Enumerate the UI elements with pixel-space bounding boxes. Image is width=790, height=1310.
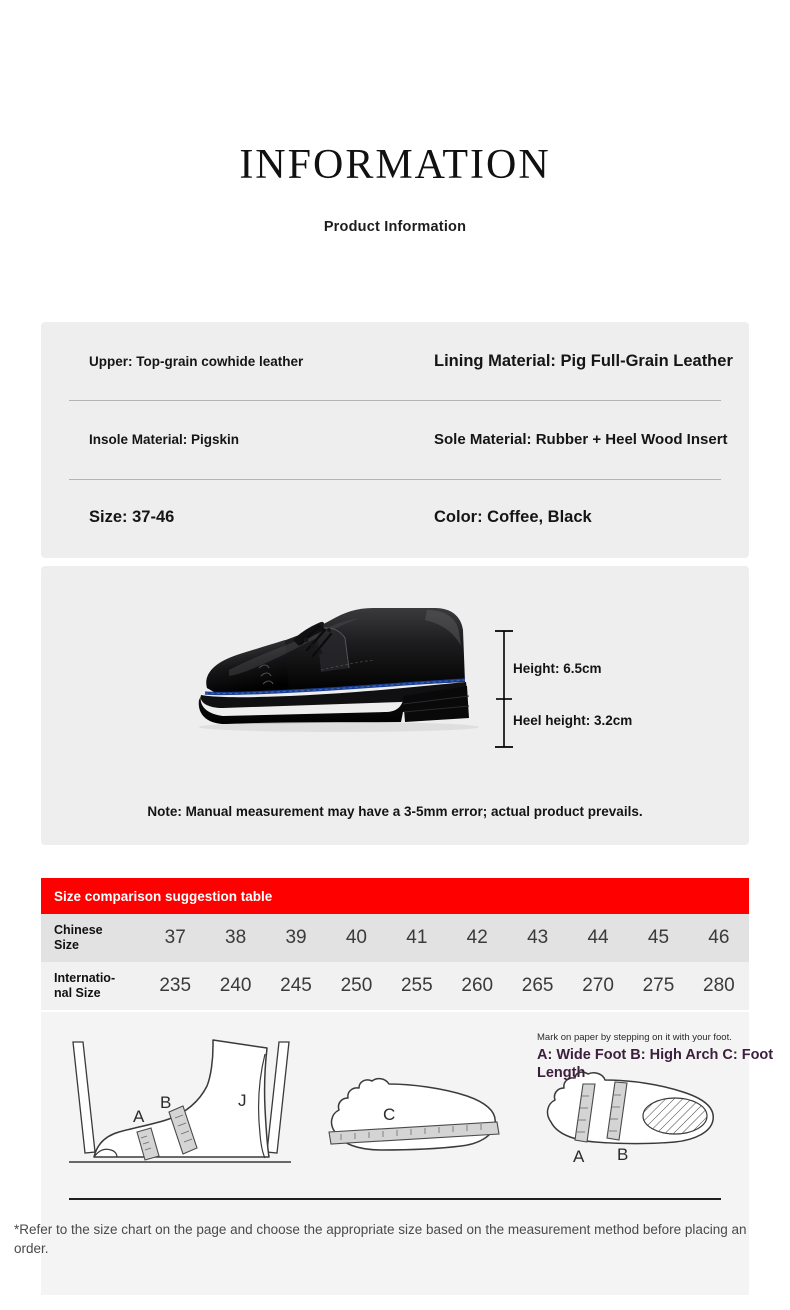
spec-sole-material: Sole Material: Rubber + Heel Wood Insert (434, 430, 728, 448)
spec-row (41, 322, 749, 400)
size-table-title: Size comparison suggestion table (54, 888, 273, 904)
row-label-international-size: Internatio- nal Size (54, 971, 116, 1000)
spec-row (41, 478, 749, 556)
table-cell: 270 (582, 975, 614, 996)
shoe-stage (41, 566, 749, 781)
label-a: A (133, 1107, 145, 1126)
spec-colors: Color: Coffee, Black (434, 507, 592, 526)
table-cell: 46 (708, 927, 730, 948)
table-cell: 37 (164, 927, 186, 948)
spec-insole-material: Insole Material: Pigskin (89, 431, 240, 447)
table-cell: 250 (340, 975, 373, 996)
table-cell: 38 (225, 927, 247, 948)
specifications-panel (41, 322, 749, 558)
shoe-photo (189, 596, 489, 741)
table-row (41, 962, 749, 1010)
table-cell: 280 (703, 975, 735, 996)
measure-instruction: Mark on paper by stepping on it with your foot. (537, 1032, 732, 1043)
table-cell: 44 (587, 927, 609, 948)
table-cell: 240 (219, 975, 252, 996)
label-c: C (383, 1105, 396, 1124)
table-cell: 40 (345, 927, 367, 948)
table-cell: 265 (521, 975, 554, 996)
footer-divider (69, 1198, 721, 1200)
heel-height-label: Heel height: 3.2cm (513, 713, 633, 728)
footer-note: *Refer to the size chart on the page and choose the appropriate size based on the measurement method before placing an order. (14, 1222, 747, 1257)
international-size-cells (145, 975, 749, 997)
table-row (41, 914, 749, 962)
foot-width-diagram (533, 1070, 729, 1170)
foot-length-diagram (315, 1070, 511, 1166)
label-a: A (573, 1147, 585, 1166)
row-label-chinese-size: Chinese Size (54, 923, 103, 952)
shoe-measurement-panel (41, 566, 749, 845)
diagram-row (41, 1012, 774, 1182)
table-cell: 275 (642, 975, 675, 996)
spec-upper-material: Upper: Top-grain cowhide leather (89, 353, 304, 369)
table-cell: 41 (406, 927, 428, 948)
foot-side-view-diagram (61, 1024, 299, 1172)
measurement-note: Note: Manual measurement may have a 3-5mm error; actual product prevails. (147, 804, 643, 819)
page-header (0, 0, 790, 235)
table-cell: 45 (647, 927, 670, 948)
label-j: J (238, 1091, 247, 1110)
table-cell: 245 (280, 975, 312, 996)
table-cell: 235 (159, 975, 192, 996)
table-cell: 43 (527, 927, 549, 948)
spec-row (41, 400, 749, 478)
spec-lining-material: Lining Material: Pig Full-Grain Leather (434, 351, 733, 370)
table-cell: 42 (466, 927, 488, 948)
table-cell: 255 (400, 975, 433, 996)
measure-legend (537, 1032, 783, 1083)
size-chart-table (41, 878, 749, 1010)
spec-size-range: Size: 37-46 (89, 507, 175, 526)
height-measure-bracket (493, 628, 515, 750)
table-cell: 39 (285, 927, 307, 948)
measure-legend-text: A: Wide Foot B: High Arch C: Foot Length (537, 1047, 774, 1082)
page-title: INFORMATION (239, 142, 551, 188)
label-b: B (160, 1093, 172, 1112)
label-b: B (617, 1145, 629, 1164)
page-subtitle: Product Information (323, 219, 467, 236)
chinese-size-cells (145, 927, 749, 949)
shoe-height-label: Height: 6.5cm (513, 661, 602, 676)
table-cell: 260 (461, 975, 494, 996)
foot-measurement-panel (14, 1012, 774, 1295)
size-table-header (41, 878, 749, 914)
